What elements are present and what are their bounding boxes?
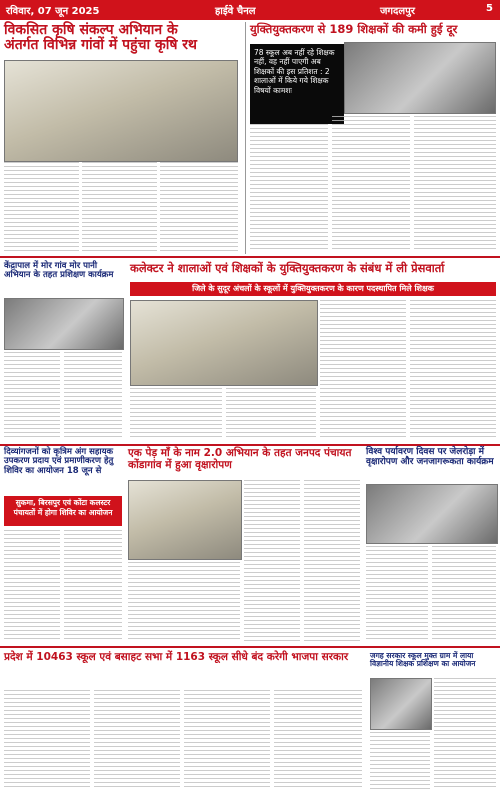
article-4-body-col2: [226, 388, 316, 440]
section-rule: [0, 444, 500, 446]
masthead-bar: [0, 0, 500, 20]
section-rule: [0, 646, 500, 648]
masthead-brand: हाईवे चैनल: [215, 6, 256, 17]
article-7-headline: विश्व पर्यावरण दिवस पर जेलरोड़ा में वृक्षारोपण और जनजागरूकता कार्यक्रम: [366, 447, 494, 467]
article-10-headline: जगह सरकार स्कूल मुक्त ग्राम में लाया विज्ञानीय शिक्षक प्रशिक्षण का आयोजन: [370, 651, 476, 669]
article-3-headline: केंद्रापाल में मोर गांव मोर पानी अभियान के तहत प्रशिक्षण कार्यक्रम: [4, 261, 114, 281]
column-divider: [245, 22, 246, 254]
article-2-callout-box: 78 स्कूल अब नहीं रहे शिक्षक नहीं, वह नहीं पाएगी अब शिक्षकों की इस प्रतिशत : 2 शालाओं में किये गये शिक्षक विषयों कामशः: [250, 44, 344, 124]
article-7-body-col1: [366, 546, 428, 642]
article-7-photo: [366, 484, 498, 544]
article-6-body-col3: [304, 480, 360, 642]
article-1-photo: [4, 60, 238, 162]
article-2-body-col3: [414, 116, 496, 252]
article-4-body-col1: [130, 388, 222, 440]
article-3-body-col1: [4, 352, 60, 440]
article-4-body-col3: [320, 300, 406, 440]
article-8-banner: सुकमा, बिरसपुर एवं कोंटा कलस्टर पंचायतों में होगा शिविर का आयोजन: [4, 496, 122, 526]
article-4-body-col4: [410, 300, 496, 440]
masthead-city: जगदलपुर: [380, 6, 415, 17]
article-1-body-col1: [4, 162, 79, 252]
article-2-body-col2: [332, 116, 410, 252]
article-6-photo: [128, 480, 242, 560]
article-4-headline: कलेक्टर ने शालाओं एवं शिक्षकों के युक्तियुक्तकरण के संबंध में ली प्रेसवार्ता: [130, 261, 445, 275]
article-1-body-col3: [160, 162, 238, 252]
article-9-body-col4: [274, 690, 362, 790]
article-9-body-col3: [184, 690, 270, 790]
article-10-photo: [370, 678, 432, 730]
article-4-photo: [130, 300, 318, 386]
article-4-subhead-banner: जिले के सुदूर अंचलों के स्कूलों में युक्तियुक्तकरण के कारण पदस्थापित मिले शिक्षक: [130, 282, 496, 296]
article-9-body-col1: [4, 690, 90, 790]
article-5-body-col1: [4, 530, 60, 642]
article-6-body-col2: [244, 480, 300, 642]
article-3-photo: [4, 298, 124, 350]
article-7-body-col2: [432, 546, 496, 642]
article-1-headline-line1: विकसित कृषि संकल्प अभियान के: [4, 22, 178, 38]
article-2-headline: युक्तियुक्तकरण से 189 शिक्षकों की कमी हुई दूर: [250, 22, 458, 36]
section-rule: [0, 256, 500, 258]
article-9-body-col2: [94, 690, 180, 790]
article-2-photo: [344, 42, 496, 114]
article-10-body-col2: [434, 678, 496, 790]
article-3-body-col2: [64, 352, 122, 440]
article-9-headline: प्रदेश में 10463 स्कूल एवं बसाहट सभा में 1163 स्कूल सीधे बंद करेगी भाजपा सरकार: [4, 651, 349, 663]
article-1-headline-line2: अंतर्गत विभिन्न गांवों में पहुंचा कृषि रथ: [4, 37, 197, 54]
article-6-body-col1: [128, 562, 240, 642]
article-5-body-col2: [64, 530, 122, 642]
article-2-body-col1: [250, 124, 328, 252]
article-10-body-col1: [370, 732, 430, 790]
article-6-headline: एक पेड़ माँ के नाम 2.0 अभियान के तहत जनपद पंचायत कोंडागांव में हुआ वृक्षारोपण: [128, 447, 352, 471]
article-1-headline: [4, 23, 248, 54]
article-1-body-col2: [82, 162, 157, 252]
masthead-page-number: 5: [486, 3, 493, 14]
masthead-date: रविवार, 07 जून 2025: [6, 6, 100, 17]
article-5-headline: दिव्यांगजनों को कृत्रिम अंग सहायक उपकरण प्रदाय एवं प्रमाणीकरण हेतु शिविर का आयोजन 18 जून से: [4, 447, 114, 476]
